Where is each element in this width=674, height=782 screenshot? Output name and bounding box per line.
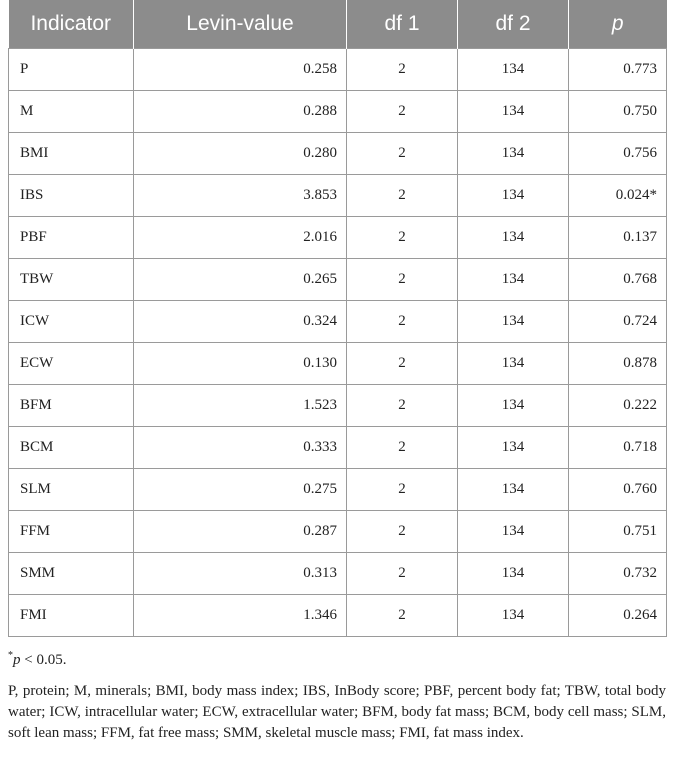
- cell-indicator: TBW: [9, 259, 134, 301]
- cell-df2: 134: [458, 427, 569, 469]
- cell-df1: 2: [347, 133, 458, 175]
- cell-df2: 134: [458, 49, 569, 91]
- header-row: [9, 0, 667, 49]
- cell-df2: 134: [458, 595, 569, 637]
- cell-p-value: 0.222: [569, 385, 667, 427]
- table-row: [9, 469, 667, 511]
- cell-levin-value: 0.313: [134, 553, 347, 595]
- table-row: [9, 595, 667, 637]
- cell-p-value: 0.773: [569, 49, 667, 91]
- cell-indicator: BCM: [9, 427, 134, 469]
- cell-indicator: SMM: [9, 553, 134, 595]
- table-row: [9, 175, 667, 217]
- cell-indicator: ECW: [9, 343, 134, 385]
- levene-test-table: [8, 0, 667, 637]
- cell-df2: 134: [458, 133, 569, 175]
- cell-df1: 2: [347, 553, 458, 595]
- cell-indicator: BMI: [9, 133, 134, 175]
- header-levin-value: Levin-value: [134, 0, 347, 49]
- table-row: [9, 427, 667, 469]
- cell-p-value: 0.724: [569, 301, 667, 343]
- cell-df2: 134: [458, 301, 569, 343]
- cell-levin-value: 0.333: [134, 427, 347, 469]
- cell-indicator: M: [9, 91, 134, 133]
- table-row: [9, 259, 667, 301]
- table-row: [9, 91, 667, 133]
- cell-df2: 134: [458, 469, 569, 511]
- table-body: [9, 49, 667, 637]
- cell-indicator: SLM: [9, 469, 134, 511]
- cell-indicator: P: [9, 49, 134, 91]
- cell-indicator: BFM: [9, 385, 134, 427]
- cell-df1: 2: [347, 511, 458, 553]
- cell-levin-value: 0.265: [134, 259, 347, 301]
- cell-indicator: PBF: [9, 217, 134, 259]
- cell-p-value: 0.878: [569, 343, 667, 385]
- cell-p-value: 0.718: [569, 427, 667, 469]
- cell-p-value: 0.751: [569, 511, 667, 553]
- table-row: [9, 217, 667, 259]
- cell-df2: 134: [458, 91, 569, 133]
- cell-indicator: ICW: [9, 301, 134, 343]
- cell-df1: 2: [347, 259, 458, 301]
- cell-df1: 2: [347, 301, 458, 343]
- header-indicator: Indicator: [9, 0, 134, 49]
- table-header: [9, 0, 667, 49]
- cell-df2: 134: [458, 553, 569, 595]
- cell-df2: 134: [458, 259, 569, 301]
- cell-levin-value: 0.130: [134, 343, 347, 385]
- cell-levin-value: 0.288: [134, 91, 347, 133]
- table-row: [9, 301, 667, 343]
- footnote-threshold: < 0.05.: [20, 652, 67, 668]
- cell-levin-value: 0.287: [134, 511, 347, 553]
- cell-levin-value: 2.016: [134, 217, 347, 259]
- cell-df2: 134: [458, 511, 569, 553]
- header-df2: df 2: [458, 0, 569, 49]
- abbreviations-note: P, protein; M, minerals; BMI, body mass index; IBS, InBody score; PBF, percent body fat; TBW, total body water; ICW, intracellular water; ECW, extracellular water; BFM, body fat mass; BCM, body cell mass; SLM, soft lean mass; FFM, fat free mass; SMM, skeletal muscle mass; FMI, fat mass index.: [8, 683, 666, 741]
- cell-df1: 2: [347, 385, 458, 427]
- cell-df2: 134: [458, 385, 569, 427]
- footnote-p: p: [13, 652, 21, 668]
- table-row: [9, 511, 667, 553]
- table-row: [9, 343, 667, 385]
- cell-p-value: 0.137: [569, 217, 667, 259]
- table-notes: [8, 645, 666, 744]
- table-row: [9, 133, 667, 175]
- table-row: [9, 553, 667, 595]
- cell-p-value: 0.024*: [569, 175, 667, 217]
- cell-levin-value: 1.523: [134, 385, 347, 427]
- cell-levin-value: 1.346: [134, 595, 347, 637]
- cell-df1: 2: [347, 343, 458, 385]
- cell-df1: 2: [347, 427, 458, 469]
- table-row: [9, 385, 667, 427]
- header-p: p: [569, 0, 667, 49]
- cell-indicator: IBS: [9, 175, 134, 217]
- cell-df1: 2: [347, 49, 458, 91]
- cell-levin-value: 3.853: [134, 175, 347, 217]
- cell-df1: 2: [347, 595, 458, 637]
- cell-df1: 2: [347, 175, 458, 217]
- cell-p-value: 0.732: [569, 553, 667, 595]
- cell-df2: 134: [458, 175, 569, 217]
- table-container: [8, 0, 666, 744]
- cell-levin-value: 0.275: [134, 469, 347, 511]
- cell-p-value: 0.760: [569, 469, 667, 511]
- cell-df1: 2: [347, 469, 458, 511]
- cell-df1: 2: [347, 217, 458, 259]
- cell-indicator: FMI: [9, 595, 134, 637]
- cell-df2: 134: [458, 217, 569, 259]
- cell-p-value: 0.756: [569, 133, 667, 175]
- footnote-marker: *: [8, 650, 13, 661]
- cell-indicator: FFM: [9, 511, 134, 553]
- cell-df2: 134: [458, 343, 569, 385]
- header-df1: df 1: [347, 0, 458, 49]
- cell-p-value: 0.264: [569, 595, 667, 637]
- cell-p-value: 0.768: [569, 259, 667, 301]
- cell-p-value: 0.750: [569, 91, 667, 133]
- cell-levin-value: 0.258: [134, 49, 347, 91]
- table-row: [9, 49, 667, 91]
- cell-df1: 2: [347, 91, 458, 133]
- cell-levin-value: 0.324: [134, 301, 347, 343]
- significance-note: [8, 645, 666, 671]
- cell-levin-value: 0.280: [134, 133, 347, 175]
